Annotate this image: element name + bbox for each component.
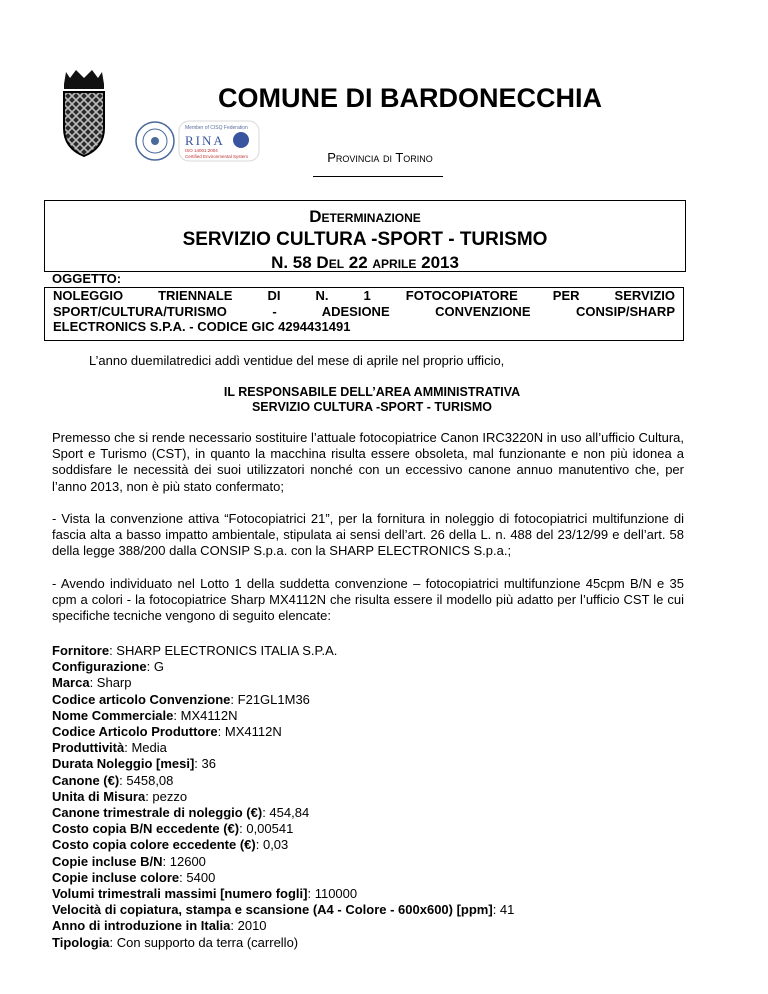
paragraph: Premesso che si rende necessario sostituire l’attuale fotocopiatrice Canon IRC3220N in uso all’ufficio Cultura, Sport e Turismo (CST), in quanto la macchina risulta essere obsoleta, mal funzionante e non più idonea a soddisfare le necessità dei suoi utilizzatori nonché con un eccessivo canone annuo manutentivo che, per l’anno 2013, non è più stato confermato;: [52, 430, 684, 494]
spec-row: [52, 756, 514, 772]
responsible-line: SERVIZIO CULTURA -SPORT - TURISMO: [251, 400, 493, 414]
spec-label: Marca: [52, 675, 90, 691]
spec-label: Durata Noleggio [mesi]: [52, 756, 195, 772]
spec-label: Produttività: [52, 740, 125, 756]
spec-label: Copie incluse B/N: [52, 853, 163, 869]
spec-row: [52, 724, 514, 740]
spec-label: Fornitore: [52, 643, 110, 658]
spec-row: [52, 837, 514, 853]
spec-label: Configurazione: [52, 659, 147, 675]
spec-value: : 2010: [230, 918, 267, 934]
svg-text:RINA: RINA: [185, 133, 225, 148]
spec-row: [52, 854, 514, 870]
spec-value: : 36: [194, 756, 216, 772]
paragraph: - Vista la convenzione attiva “Fotocopiatrici 21”, per la fornitura in noleggio di fotocopiatrici multifunzione di fascia alta a basso impatto ambientale, stipulata ai sensi dell’art. 26 della L. n. 488 del 23/12/99 e dell’art. 58 della legge 388/200 dalla CONSIP S.p.a. con la SHARP ELECTRONICS S.p.a.;: [52, 511, 684, 559]
intro-sentence: L’anno duemilatredici addì ventidue del mese di aprile nel proprio ufficio,: [89, 353, 505, 368]
spec-row: [52, 773, 514, 789]
spec-label: Costo copia B/N eccedente (€): [52, 821, 240, 837]
spec-value: : 0,00541: [239, 821, 294, 837]
spec-value: : MX4112N: [217, 724, 282, 740]
spec-row: [52, 692, 514, 708]
spec-row: [52, 821, 514, 837]
responsible-line: IL RESPONSABILE DELL’AREA AMMINISTRATIVA: [223, 385, 521, 399]
spec-label: Velocità di copiatura, stampa e scansione (A4 - Colore - 600x600) [ppm]: [52, 902, 493, 918]
svg-text:ISO 14001:2004: ISO 14001:2004: [185, 148, 218, 153]
svg-text:Member of CISQ Federation: Member of CISQ Federation: [185, 125, 248, 131]
spec-value: : Media: [124, 740, 167, 756]
spec-list: [52, 643, 514, 951]
subject-line: NOLEGGIO TRIENNALE DI N. 1 FOTOCOPIATORE PER SERVIZIO: [53, 288, 675, 303]
divider: [313, 176, 443, 177]
spec-label: Canone (€): [52, 772, 120, 788]
spec-label: Anno di introduzione in Italia: [52, 918, 231, 934]
spec-value: : SHARP ELECTRONICS ITALIA S.P.A.: [109, 643, 338, 658]
spec-value: : 12600: [162, 853, 206, 869]
spec-row: [52, 643, 514, 659]
spec-row: [52, 902, 514, 918]
determination-number: N. 58 Del 22 aprile 2013: [271, 253, 459, 272]
responsible-heading: [52, 385, 692, 415]
subject-line: ELECTRONICS S.P.A. - CODICE GIC 4294431491: [53, 319, 351, 334]
spec-label: Volumi trimestrali massimi [numero fogli]: [52, 886, 308, 902]
spec-row: [52, 935, 514, 951]
spec-row: [52, 870, 514, 886]
spec-label: Costo copia colore eccedente (€): [52, 837, 256, 853]
municipality-title: COMUNE DI BARDONECCHIA: [218, 83, 602, 113]
spec-row: [52, 886, 514, 902]
spec-row: [52, 805, 514, 821]
spec-value: : 41: [492, 902, 515, 918]
spec-label: Nome Commerciale: [52, 707, 174, 723]
subject-box: [44, 287, 684, 341]
spec-value: : 0,03: [255, 837, 289, 853]
spec-label: Copie incluse colore: [52, 869, 180, 885]
spec-label: Codice articolo Convenzione: [52, 691, 231, 707]
spec-value: : F21GL1M36: [230, 691, 310, 707]
spec-value: : 5458,08: [119, 772, 174, 788]
spec-value: : Con supporto da terra (carrello): [109, 934, 299, 950]
spec-label: Unita di Misura: [52, 788, 146, 804]
spec-row: [52, 675, 514, 691]
spec-row: [52, 740, 514, 756]
svg-text:Certified Environmental System: Certified Environmental System: [185, 154, 249, 159]
province-label: Provincia di Torino: [327, 150, 433, 165]
service-name: SERVIZIO CULTURA -SPORT - TURISMO: [182, 229, 548, 250]
spec-row: [52, 789, 514, 805]
spec-value: : pezzo: [145, 788, 188, 804]
spec-value: : 5400: [179, 869, 216, 885]
spec-value: : Sharp: [89, 675, 132, 691]
spec-row: [52, 708, 514, 724]
spec-row: [52, 659, 514, 675]
spec-value: : 110000: [307, 886, 358, 902]
spec-value: : MX4112N: [173, 707, 238, 723]
municipal-crest-logo: [60, 68, 108, 158]
determination-heading: Determinazione: [309, 207, 421, 226]
spec-value: : 454,84: [262, 805, 310, 821]
spec-label: Canone trimestrale di noleggio (€): [52, 805, 263, 821]
determination-header-box: [44, 200, 686, 272]
spec-row: [52, 918, 514, 934]
spec-value: : G: [146, 659, 164, 675]
spec-label: Tipologia: [52, 934, 110, 950]
rina-certification-logo: [133, 118, 263, 164]
subject-label: OGGETTO:: [52, 271, 122, 286]
spec-label: Codice Articolo Produttore: [52, 724, 218, 740]
paragraph: - Avendo individuato nel Lotto 1 della suddetta convenzione – fotocopiatrici multifunzione 45cpm B/N e 35 cpm a colori - la fotocopiatrice Sharp MX4112N che risulta essere il modello più adatto per l’ufficio CST le cui specifiche tecniche vengono di seguito elencate:: [52, 576, 684, 624]
subject-line: SPORT/CULTURA/TURISMO - ADESIONE CONVENZIONE CONSIP/SHARP: [53, 303, 675, 319]
